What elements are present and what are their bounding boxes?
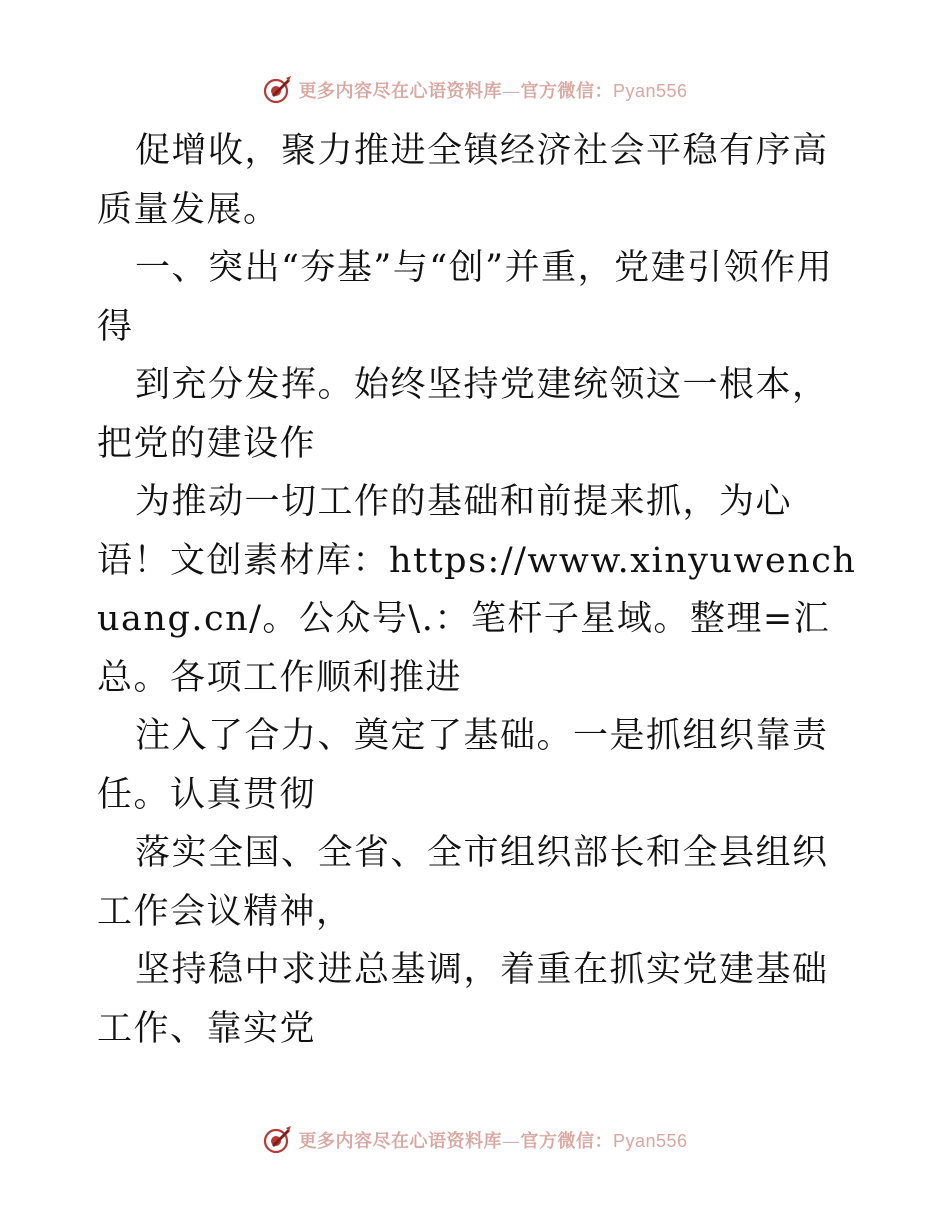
header-banner-separator: —: [501, 81, 521, 102]
paragraph-3: 到充分发挥。始终坚持党建统领这一根本，把党的建设作: [97, 365, 829, 464]
paragraph-7: 坚持稳中求进总基调，着重在抓实党建基础工作、靠实党: [97, 950, 829, 1049]
footer-banner-separator: —: [501, 1131, 521, 1152]
header-banner-wechat-id: Pyan556: [612, 81, 688, 101]
footer-banner-title: 更多内容尽在心语资料库: [298, 1131, 502, 1152]
header-banner-text: [298, 77, 687, 103]
paragraph-6: 落实全国、全省、全市组织部长和全县组织工作会议精神，: [97, 833, 829, 932]
quill-seal-icon: [262, 1125, 292, 1155]
header-banner-title: 更多内容尽在心语资料库: [298, 81, 502, 102]
paragraph-2: 一、突出“夯基”与“创”并重，党建引领作用得: [97, 248, 834, 347]
document-body: [97, 122, 857, 1058]
paragraph-1: 促增收，聚力推进全镇经济社会平稳有序高质量发展。: [97, 131, 829, 230]
paragraph-4: 为推动一切工作的基础和前提来抓，为心语！文创素材库：https://www.xinyuwenchuang.cn/。公众号\.：笔杆子星域。整理=汇总。各项工作顺利推进: [97, 482, 857, 698]
footer-banner-wechat-id: Pyan556: [612, 1131, 688, 1151]
footer-banner-text: [298, 1127, 687, 1153]
footer-banner: [0, 1120, 950, 1160]
paragraph-5: 注入了合力、奠定了基础。一是抓组织靠责任。认真贯彻: [97, 716, 829, 815]
header-banner-contact: 官方微信：: [520, 81, 613, 102]
quill-seal-icon: [262, 75, 292, 105]
footer-banner-contact: 官方微信：: [520, 1131, 613, 1152]
header-banner: [0, 70, 950, 110]
